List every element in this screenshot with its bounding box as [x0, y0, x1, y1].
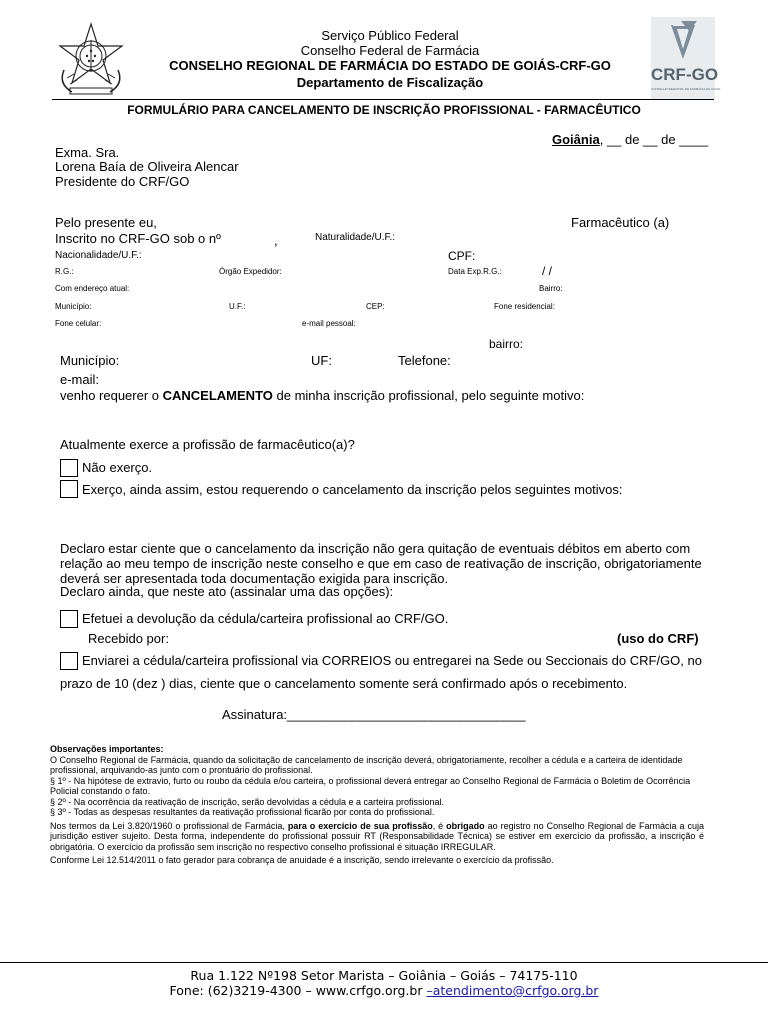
observations-p1: O Conselho Regional de Farmácia, quando da solicitação de cancelamento de inscrição deverá, obrigatoriamente, recolher a cédula e a carteira de identidade profissional, arquivando-as junto com o prontuário do profissional.	[50, 754, 683, 775]
telefone-label: Telefone:	[398, 353, 451, 368]
header-line3: CONSELHO REGIONAL DE FARMÁCIA DO ESTADO DE GOIÁS-CRF-GO	[169, 58, 611, 73]
bairro-small-label: Bairro:	[539, 284, 563, 293]
naturalidade-label: Naturalidade/U.F.:	[315, 232, 396, 243]
bairro-label: bairro:	[489, 337, 524, 351]
devolucao-checkbox[interactable]	[60, 610, 78, 628]
declaration-line4: Declaro ainda, que neste ato (assinalar uma das opções):	[60, 584, 394, 599]
inscrito-label: Inscrito no CRF-GO sob o nº	[55, 231, 221, 246]
header-divider	[52, 99, 714, 100]
municipio-label: Município:	[60, 353, 120, 368]
correios-checkbox[interactable]	[60, 652, 78, 670]
footer-contact	[0, 983, 768, 998]
data-exp-label: Data Exp.R.G.:	[448, 267, 502, 276]
addressee-line1: Exma. Sra.	[55, 145, 120, 160]
nao-exerco-checkbox[interactable]	[60, 459, 78, 477]
exerco-label: Exerço, ainda assim, estou requerendo o cancelamento da inscrição pelos seguintes motivos:	[82, 482, 623, 497]
request-pre: venho requerer o	[60, 388, 163, 403]
date-line	[552, 132, 708, 147]
question-text: Atualmente exerce a profissão de farmacêutico(a)?	[60, 437, 355, 452]
footer-divider	[0, 962, 768, 963]
observations-p3: § 2º - Na ocorrência da reativação de inscrição, serão devolvidas a cédula e a carteira profissional.	[50, 796, 444, 807]
endereco-label: Com endereço atual:	[55, 284, 130, 293]
signature-line: Assinatura:_________________________________	[222, 707, 526, 722]
observations-p5-e: ao registro no Conselho Regional de Farmácia a cuja jurisdição estiver sujeito. Desta forma, independente do profissional possuir RT (Responsabilidade Técnica) se estiver em exercício da profissão, a inscrição é obrigatória. O exercício da profissão sem inscrição no respectivo conselho profissional é situação IRREGULAR.	[50, 820, 704, 852]
observations-block	[50, 744, 704, 866]
observations-p5	[50, 821, 704, 853]
orgao-label: Órgão Expedidor:	[219, 267, 282, 276]
observations-p5-d: obrigado	[446, 820, 485, 831]
correios-line1: Enviarei a cédula/carteira profissional via CORREIOS ou entregarei na Sede ou Seccionais do CRF/GO, no	[82, 653, 702, 668]
observations-p4: § 3º - Todas as despesas resultantes da reativação profissional ficarão por conta do profissional.	[50, 807, 435, 817]
uf-label: UF:	[311, 353, 332, 368]
farmaceutico-label: Farmacêutico (a)	[571, 215, 670, 230]
crf-go-logo	[651, 17, 721, 99]
cep-label: CEP:	[366, 302, 385, 311]
inscrito-comma: ,	[274, 233, 278, 248]
data-exp-slashes: / /	[542, 264, 553, 278]
fone-cel-label: Fone celular:	[55, 319, 102, 328]
addressee-line2: Lorena Baía de Oliveira Alencar	[55, 159, 239, 174]
observations-p6: Conforme Lei 12.514/2011 o fato gerador para cobrança de anuidade é a inscrição, sendo irrelevante o exercício da profissão.	[50, 855, 554, 865]
declaration-line3: deverá ser apresentada toda documentação exigida para inscrição.	[60, 571, 449, 586]
form-title: FORMULÁRIO PARA CANCELAMENTO DE INSCRIÇÃO PROFISSIONAL - FARMACÊUTICO	[127, 103, 641, 117]
observations-p5-c: , é	[432, 820, 447, 831]
observations-p2: § 1º - Na hipótese de extravio, furto ou roubo da cédula e/ou carteira, o profissional deverá entregar ao Conselho Regional de Farmácia o Boletim de Ocorrência Policial constando o fato.	[50, 775, 691, 796]
date-city: Goiânia	[552, 132, 600, 147]
recebido-label: Recebido por:	[88, 631, 169, 646]
uf-small-label: U.F.:	[229, 302, 246, 311]
uso-crf-label: (uso do CRF)	[617, 631, 699, 646]
rg-label: R.G.:	[55, 267, 74, 276]
correios-line2: prazo de 10 (dez ) dias, ciente que o cancelamento somente será confirmado após o recebimento.	[60, 676, 628, 691]
nacionalidade-label: Nacionalidade/U.F.:	[55, 250, 142, 261]
footer-email-link[interactable]: –atendimento@crfgo.org.br	[426, 983, 599, 998]
email-label: e-mail:	[60, 372, 100, 387]
fone-res-label: Fone residencial:	[494, 302, 555, 311]
pelo-presente-label: Pelo presente eu,	[55, 215, 157, 230]
declaration-line1: Declaro estar ciente que o cancelamento da inscrição não gera quitação de eventuais débitos em aberto com	[60, 541, 691, 556]
header-line1: Serviço Público Federal	[321, 28, 459, 43]
request-line	[60, 388, 584, 403]
observations-p5-a: Nos termos da Lei 3.820/1960 o profissional de Farmácia,	[50, 820, 288, 831]
declaration-line2: relação ao meu tempo de inscrição neste conselho e que em caso de reativação de inscrição, obrigatoriamente	[60, 556, 702, 571]
header-line2: Conselho Federal de Farmácia	[300, 43, 480, 58]
footer-address: Rua 1.122 Nº198 Setor Marista – Goiânia – Goiás – 74175-110	[190, 968, 578, 983]
brasao-emblem	[52, 20, 130, 98]
nao-exerco-label: Não exerço.	[82, 460, 153, 475]
logo-subtext: CONSELHO REGIONAL DE FARMÁCIA DE GOIÁS	[651, 87, 721, 91]
municipio-small-label: Município:	[55, 302, 92, 311]
observations-title: Observações importantes:	[50, 744, 164, 754]
header-line4: Departamento de Fiscalização	[296, 75, 484, 90]
addressee-line3: Presidente do CRF/GO	[55, 174, 190, 189]
observations-p5-b: para o exercício de sua profissão	[287, 820, 433, 831]
devolucao-label: Efetuei a devolução da cédula/carteira profissional ao CRF/GO.	[82, 611, 449, 626]
cpf-label: CPF:	[448, 249, 476, 263]
exerco-checkbox[interactable]	[60, 480, 78, 498]
request-post: de minha inscrição profissional, pelo seguinte motivo:	[272, 388, 585, 403]
logo-text: CRF-GO	[651, 65, 719, 84]
email-pessoal-label: e-mail pessoal:	[302, 319, 356, 328]
footer-phone-site: Fone: (62)3219-4300 – www.crfgo.org.br	[169, 983, 427, 998]
date-rest: , __ de __ de ____	[599, 132, 709, 147]
request-bold: CANCELAMENTO	[162, 388, 273, 403]
